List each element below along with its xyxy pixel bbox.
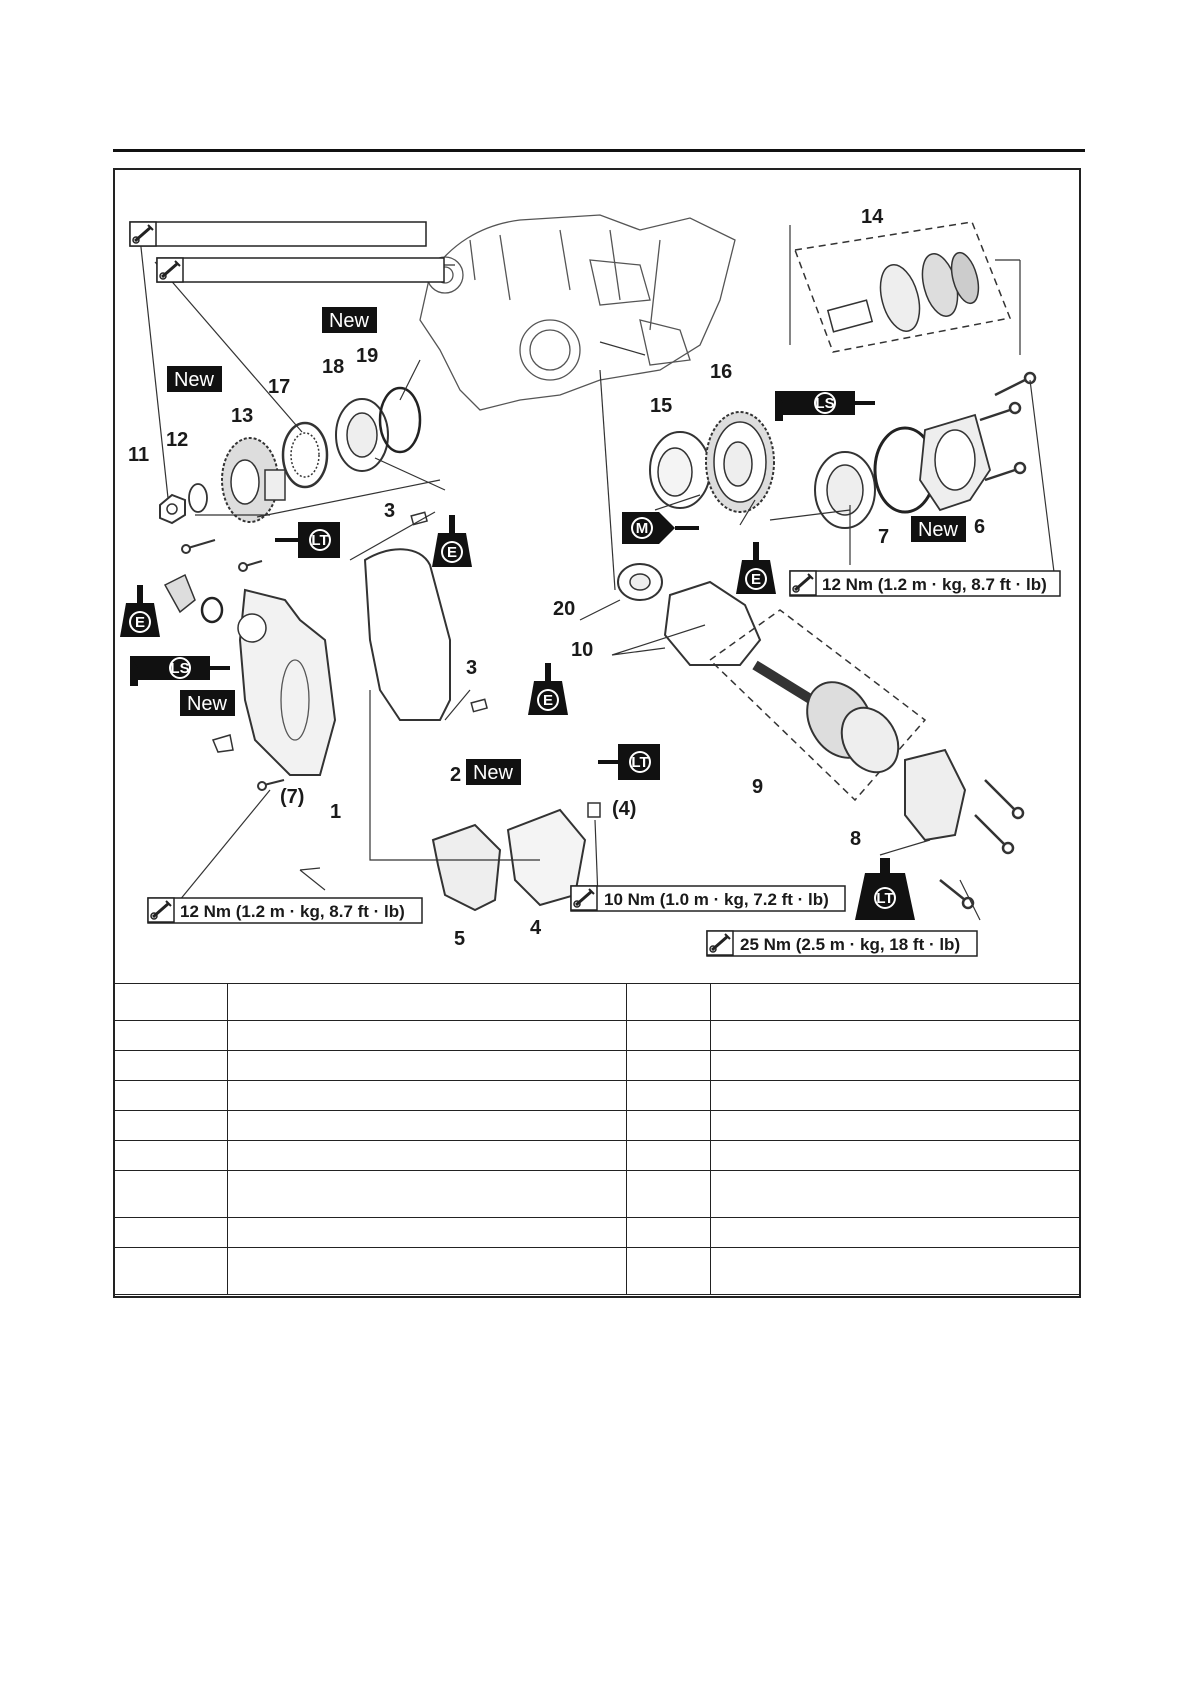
table-cell [114,1248,228,1295]
part-label: (4) [612,798,637,820]
torque-spec-bearing-housing [790,571,1060,596]
table-cell [711,1171,1081,1218]
part-label: 5 [454,928,466,950]
table-cell [711,1248,1081,1295]
part-label: 3 [384,500,396,522]
part-label: 4 [530,917,542,939]
part-label: (7) [280,786,305,808]
part-label: 9 [752,776,764,798]
table-cell [627,1051,711,1081]
part-12-washer [189,484,207,512]
part-label: 8 [850,828,862,850]
table-cell [227,1218,627,1248]
part-label: 12 [166,429,189,451]
svg-text:E: E [134,614,146,631]
part-15-bearing [650,432,710,508]
locking-agent-icon [598,744,660,780]
o-ring-cover [202,598,222,622]
table-cell [711,1218,1081,1248]
table-cell [114,1021,228,1051]
table-cell [627,1248,711,1295]
svg-text:New: New [173,369,215,391]
table-cell [227,1171,627,1218]
part-label: 16 [710,361,733,383]
part-label: 19 [356,345,379,367]
part-7-bearing [815,452,875,528]
table-cell [711,1081,1081,1111]
svg-text:E: E [542,692,554,709]
table-cell [627,1141,711,1171]
part-label: 13 [231,405,254,427]
table-cell [114,1171,228,1218]
engine-oil-icon [736,542,776,594]
part-11-nut [160,495,185,523]
locking-agent-icon [275,522,340,558]
torque-spec-box-top-2 [157,258,444,282]
part-label: 20 [553,598,576,620]
exploded-parts-diagram [115,170,1079,980]
table-cell [227,1141,627,1171]
svg-text:LS: LS [815,395,835,412]
torque-spec-cover [148,898,422,923]
part-5-guide [433,825,500,910]
table-cell [114,1141,228,1171]
torque-spec-plate [571,886,845,911]
part-label: 7 [878,526,890,548]
table-cell [227,1248,627,1295]
svg-text:M: M [635,520,649,537]
table-cell [114,1111,228,1141]
part-label: 10 [571,639,594,661]
part-2-gasket [365,549,450,720]
part-20-bearing [618,564,662,600]
table-cell [114,984,228,1021]
engine-oil-icon [528,663,568,715]
table-cell [227,984,627,1021]
table-cell [227,1081,627,1111]
svg-text:New: New [186,693,228,715]
engine-oil-icon [432,515,472,567]
table-cell [711,1051,1081,1081]
engine-oil-icon [120,585,160,637]
part-label: 2 [450,764,462,786]
table-row [114,1248,1081,1295]
part-14-shaft [795,222,1010,352]
table-row [114,1218,1081,1248]
lithium-grease-icon [775,391,875,421]
crankcase-outline [420,215,735,410]
oil-seal-cover [165,575,195,612]
part-17-coupling [283,423,327,487]
locking-agent-icon [855,858,915,920]
part-13-bevel-gear [222,438,285,522]
table-row [114,1111,1081,1141]
svg-text:LS: LS [170,660,190,677]
dowel-3-lower [471,699,487,711]
svg-text:LT: LT [311,532,329,549]
table-cell [227,1111,627,1141]
table-row [114,1051,1081,1081]
table-cell [227,1051,627,1081]
table-cell [627,1111,711,1141]
svg-text:LT: LT [876,890,894,907]
part-10-gasket [665,582,760,665]
svg-text:LT: LT [631,754,649,771]
torque-spec-housing-text: 25 Nm (2.5 m · kg, 18 ft · lb) [740,935,961,954]
part-6-housing [920,415,990,510]
table-cell [227,1021,627,1051]
svg-text:E: E [750,571,762,588]
table-cell [711,1141,1081,1171]
part-1-cover [238,590,335,775]
parts-table [113,983,1081,1295]
new-badge-12 [167,366,222,392]
torque-spec-box-top-1 [130,222,426,246]
svg-text:New: New [917,519,959,541]
table-cell [627,1171,711,1218]
new-badge-6 [911,516,966,542]
part-label: 14 [861,206,884,228]
part-label: 11 [128,444,150,466]
molybdenum-oil-icon [622,512,699,544]
table-cell [711,984,1081,1021]
table-row [114,1141,1081,1171]
svg-text:New: New [328,310,370,332]
svg-text:New: New [472,762,514,784]
new-badge-2 [466,759,521,785]
part-16-gear [706,412,774,512]
table-row [114,1171,1081,1218]
part-label: 18 [322,356,345,378]
bolt-4 [588,803,600,817]
lithium-grease-icon [130,656,230,686]
new-badge-o-ring [180,690,235,716]
table-row [114,984,1081,1021]
part-9-shaft [710,610,925,800]
header-rule [113,149,1085,152]
part-label: 1 [330,801,342,823]
cover-clip [213,735,233,752]
svg-text:E: E [446,544,458,561]
table-cell [711,1021,1081,1051]
part-label: 6 [974,516,986,538]
table-cell [627,984,711,1021]
table-cell [627,1081,711,1111]
table-cell [114,1051,228,1081]
new-badge-17 [322,307,377,333]
part-label: 15 [650,395,673,417]
table-cell [114,1081,228,1111]
torque-spec-cover-text: 12 Nm (1.2 m · kg, 8.7 ft · lb) [180,902,405,921]
torque-spec-housing [707,931,977,956]
part-label: 3 [466,657,478,679]
torque-spec-plate-text: 10 Nm (1.0 m · kg, 7.2 ft · lb) [604,890,829,909]
torque-spec-bearing-housing-text: 12 Nm (1.2 m · kg, 8.7 ft · lb) [822,575,1047,594]
table-cell [627,1218,711,1248]
part-8-housing [905,750,965,840]
part-label: 17 [268,376,291,398]
table-row [114,1021,1081,1051]
table-cell [627,1021,711,1051]
table-cell [711,1111,1081,1141]
table-row [114,1081,1081,1111]
table-cell [114,1218,228,1248]
